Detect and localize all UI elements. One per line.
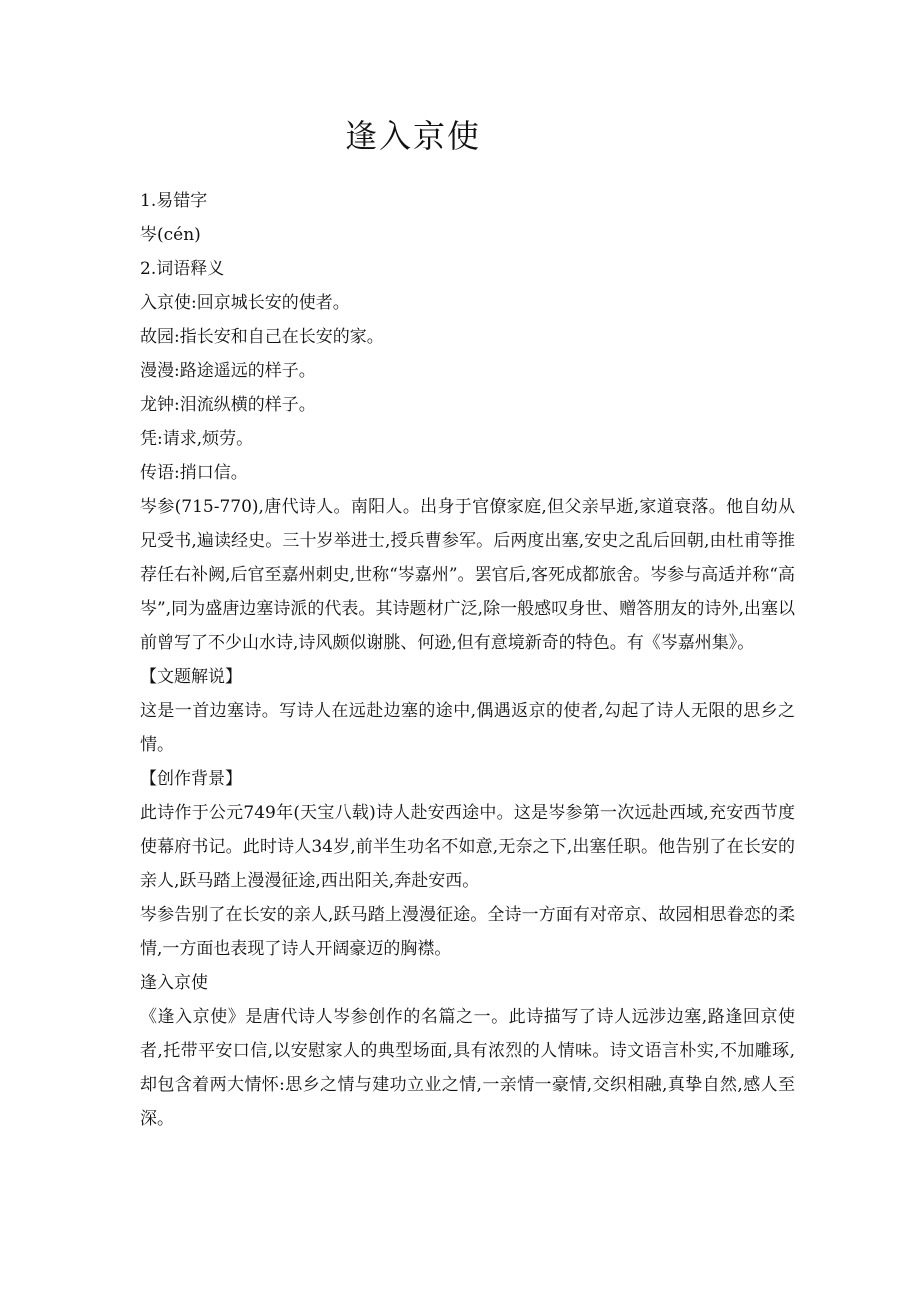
vocab-item: 入京使:回京城长安的使者。 [140, 293, 350, 313]
background-text: 此诗作于公元749年(天宝八载)诗人赴安西途中。这是岑参第一次远赴西域,充安西节度使幕府书记。此时诗人34岁,前半生功名不如意,无奈之下,出塞任职。他告别了在长安的亲人,跃马踏上漫漫征途,西出阳关,奔赴安西。 [140, 803, 795, 891]
background-text-2: 岑参告别了在长安的亲人,跃马踏上漫漫征途。全诗一方面有对帝京、故园相思眷恋的柔情,一方面也表现了诗人开阔豪迈的胸襟。 [140, 905, 795, 959]
theme-heading: 【文题解说】 [140, 667, 242, 687]
vocab-item: 传语:捎口信。 [140, 463, 248, 483]
poem-heading: 逢入京使 [140, 973, 208, 993]
vocab-item: 凭:请求,烦劳。 [140, 429, 254, 449]
typo-heading: 1.易错字 [140, 191, 208, 211]
theme-text: 这是一首边塞诗。写诗人在远赴边塞的途中,偶遇返京的使者,勾起了诗人无限的思乡之情。 [140, 701, 795, 755]
vocab-item: 龙钟:泪流纵横的样子。 [140, 395, 316, 415]
vocab-heading: 2.词语释义 [140, 259, 225, 279]
document-body [140, 184, 795, 1136]
author-bio: 岑参(715-770),唐代诗人。南阳人。出身于官僚家庭,但父亲早逝,家道衰落。他自幼从兄受书,遍读经史。三十岁举进士,授兵曹参军。后两度出塞,安史之乱后回朝,由杜甫等推荐任右补阙,后官至嘉州刺史,世称“岑嘉州”。罢官后,客死成都旅舍。岑参与高适并称“高岑”,同为盛唐边塞诗派的代表。其诗题材广泛,除一般感叹身世、赠答朋友的诗外,出塞以前曾写了不少山水诗,诗风颇似谢朓、何逊,但有意境新奇的特色。有《岑嘉州集》。 [140, 497, 795, 653]
typo-item: 岑(cén) [140, 225, 201, 245]
background-heading: 【创作背景】 [140, 769, 242, 789]
poem-intro: 《逢入京使》是唐代诗人岑参创作的名篇之一。此诗描写了诗人远涉边塞,路逢回京使者,托带平安口信,以安慰家人的典型场面,具有浓烈的人情味。诗文语言朴实,不加雕琢,却包含着两大情怀:思乡之情与建功立业之情,一亲情一豪情,交织相融,真挚自然,感人至深。 [140, 1007, 795, 1129]
page-title: 逢入京使 [344, 117, 481, 155]
vocab-item: 漫漫:路途遥远的样子。 [140, 361, 316, 381]
vocab-item: 故园:指长安和自己在长安的家。 [140, 327, 384, 347]
